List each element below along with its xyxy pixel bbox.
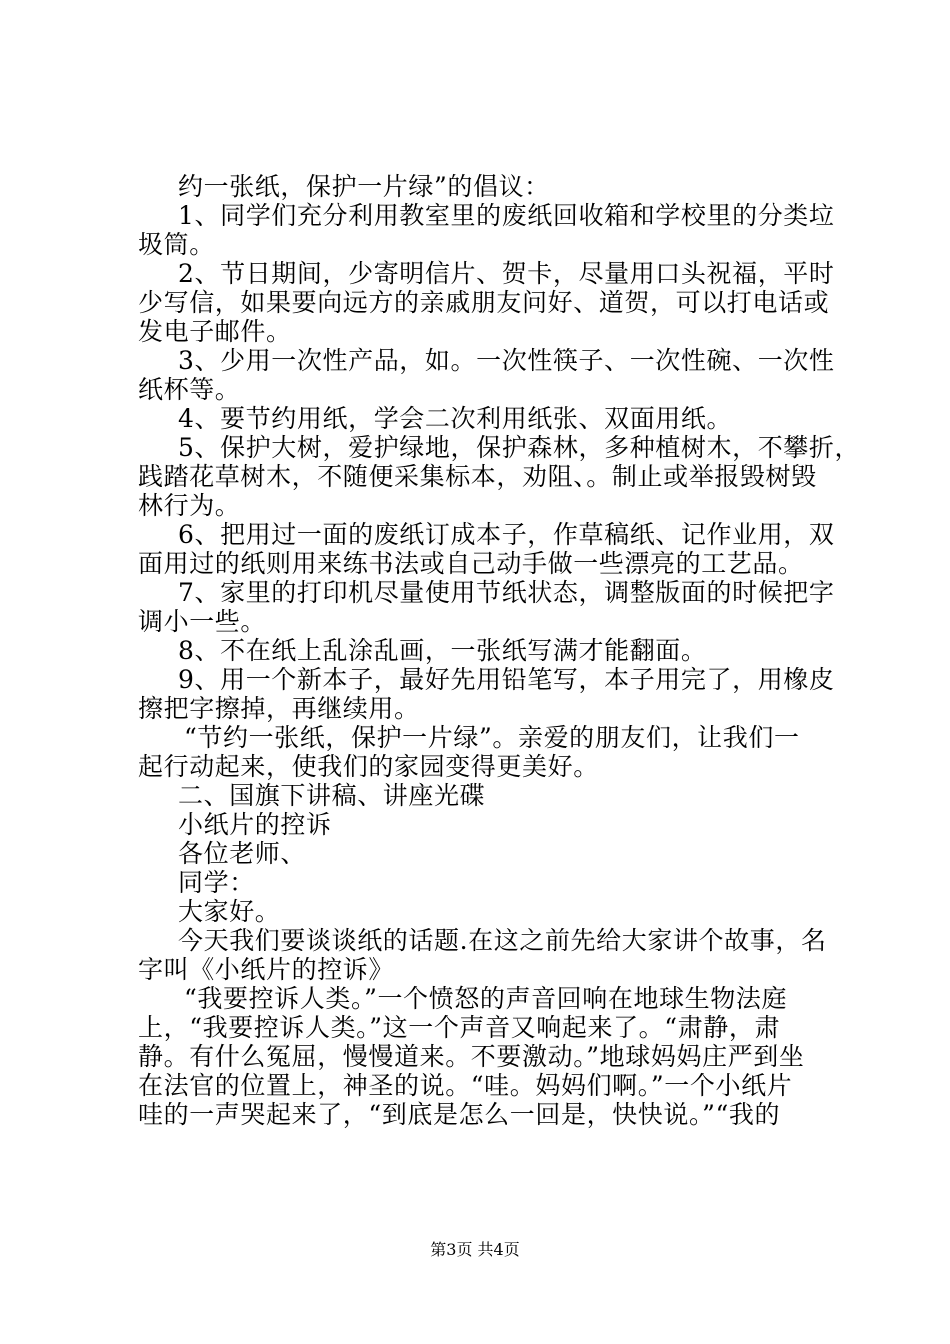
text-line: 7、家里的打印机尽量使用节纸状态，调整版面的时候把字 — [178, 578, 835, 607]
text-line: 大家好。 — [178, 897, 281, 926]
text-line: 二、国旗下讲稿、讲座光碟 — [178, 781, 486, 810]
text-line: 纸杯等。 — [138, 375, 241, 404]
text-line: 8、不在纸上乱涂乱画，一张纸写满才能翻面。 — [178, 636, 707, 665]
text-line: 哇的一声哭起来了，“到底是怎么一回是，快快说。”“我的 — [138, 1100, 781, 1129]
text-line: 圾筒。 — [138, 230, 215, 259]
document-body — [138, 172, 861, 1129]
text-line: 6、把用过一面的废纸订成本子，作草稿纸、记作业用，双 — [178, 520, 835, 549]
text-line: 各位老师、 — [178, 839, 307, 868]
text-line: 调小一些。 — [138, 607, 267, 636]
text-line: 5、保护大树，爱护绿地，保护森林，多种植树木，不攀折， — [178, 433, 861, 462]
text-line: 林行为。 — [138, 491, 241, 520]
text-line: 2、节日期间，少寄明信片、贺卡，尽量用口头祝福，平时 — [178, 259, 835, 288]
page-number: 第3页 共4页 — [430, 1240, 520, 1259]
text-line: 少写信，如果要向远方的亲戚朋友问好、道贺，可以打电话或 — [138, 288, 830, 317]
text-line: 3、少用一次性产品，如。一次性筷子、一次性碗、一次性 — [178, 346, 835, 375]
page-footer — [0, 1240, 950, 1260]
text-line: 小纸片的控诉 — [178, 810, 332, 839]
text-line: 面用过的纸则用来练书法或自己动手做一些漂亮的工艺品。 — [138, 549, 804, 578]
text-line: 同学： — [178, 868, 255, 897]
text-line: 上，“我要控诉人类。”这一个声音又响起来了。“肃静，肃 — [138, 1013, 781, 1042]
text-line: 今天我们要谈谈纸的话题.在这之前先给大家讲个故事，名 — [178, 926, 827, 955]
text-line: 9、用一个新本子，最好先用铅笔写，本子用完了，用橡皮 — [178, 665, 835, 694]
text-line: 4、要节约用纸，学会二次利用纸张、双面用纸。 — [178, 404, 733, 433]
text-line: 在法官的位置上，神圣的说。“哇。妈妈们啊。”一个小纸片 — [138, 1071, 793, 1100]
text-line: “节约一张纸，保护一片绿”。亲爱的朋友们，让我们一 — [184, 723, 800, 752]
text-line: 践踏花草树木，不随便采集标本，劝阻、。制止或举报毁树毁 — [138, 462, 817, 491]
text-line: 起行动起来，使我们的家园变得更美好。 — [138, 752, 599, 781]
text-line: “我要控诉人类。”一个愤怒的声音回响在地球生物法庭 — [184, 984, 788, 1013]
text-line: 发电子邮件。 — [138, 317, 292, 346]
text-line: 1、同学们充分利用教室里的废纸回收箱和学校里的分类垃 — [178, 201, 835, 230]
text-line: 字叫《小纸片的控诉》 — [138, 955, 395, 984]
text-line: 擦把字擦掉，再继续用。 — [138, 694, 420, 723]
text-line: 约一张纸，保护一片绿”的倡议： — [178, 172, 550, 201]
text-line: 静。有什么冤屈，慢慢道来。不要激动。”地球妈妈庄严到坐 — [138, 1042, 805, 1071]
